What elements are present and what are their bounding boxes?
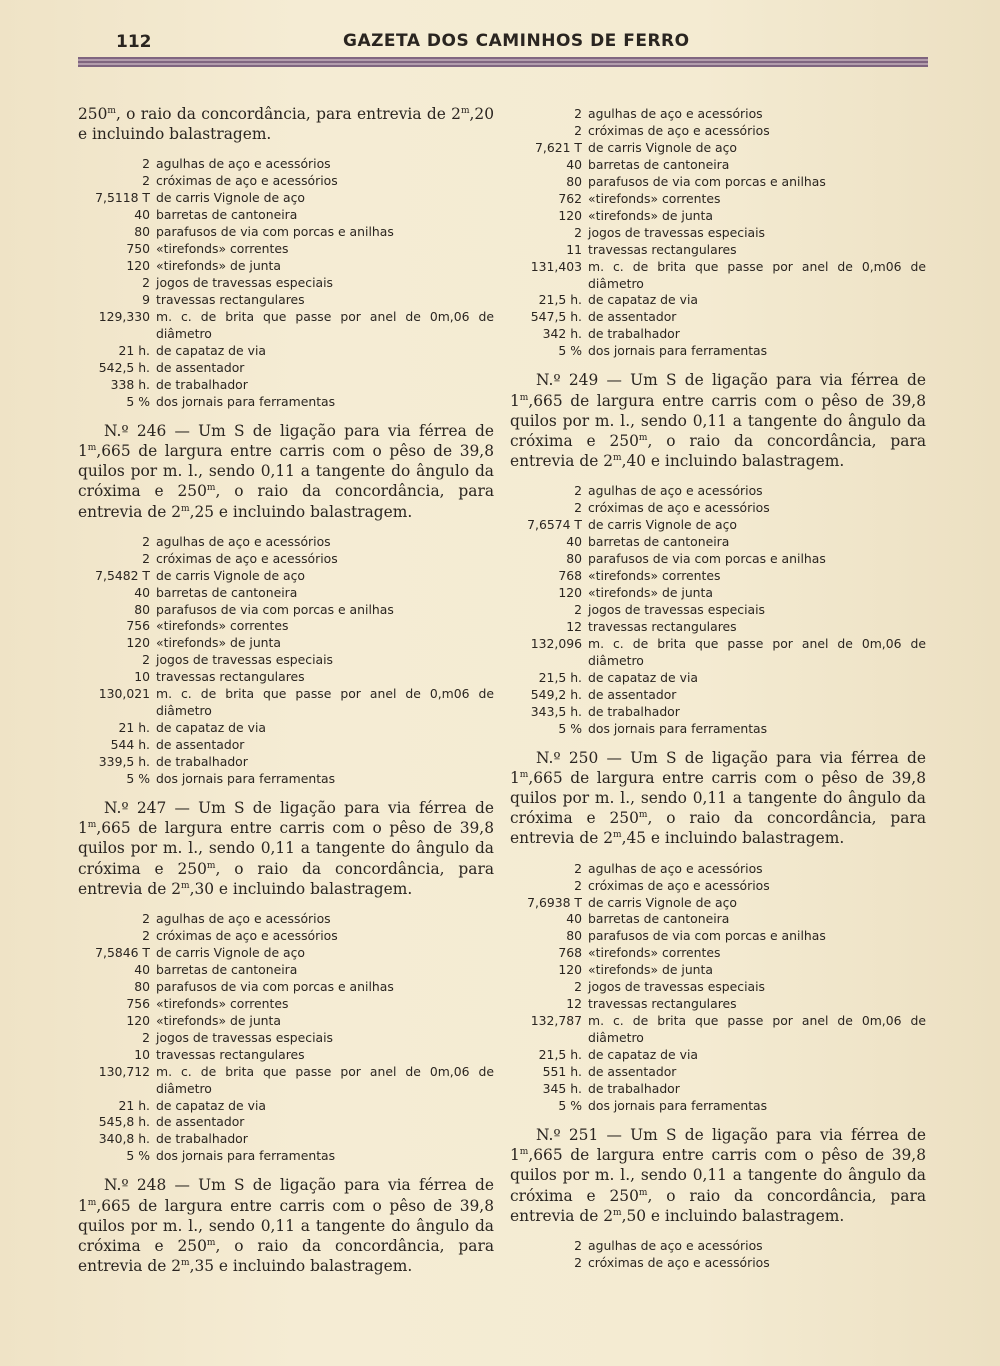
material-quantity: 80 [566, 551, 582, 567]
paragraph-text: N.º 248 — Um S de ligação para via férrea de 1$^m$,665 de largura entre carris com o pêso de 39,8 quilos por m. l., sendo 0,11 a tangente do ângulo da cróxima e 250$^m$, o raio da concordância, para entrevia de 2$^m$,35 e incluindo balastragem. [78, 1176, 494, 1276]
material-quantity: 756 [126, 618, 150, 634]
material-quantity: 2 [142, 927, 150, 943]
material-quantity: 750 [126, 241, 150, 257]
material-quantity: 131,403 [530, 258, 582, 274]
material-row [510, 585, 926, 602]
material-quantity: 120 [126, 1012, 150, 1028]
material-row [78, 669, 494, 686]
material-quantity: 80 [566, 173, 582, 189]
material-row [510, 225, 926, 242]
continued-paragraph: 250$^m$, o raio da concordância, para entrevia de 2$^m$,20 e incluindo balastragem. [78, 105, 494, 144]
material-description: «tirefonds» de junta [156, 1012, 281, 1028]
material-row [510, 1064, 926, 1081]
material-description: de capataz de via [156, 1097, 266, 1113]
material-row [510, 500, 926, 517]
material-description: «tirefonds» de junta [588, 962, 713, 978]
materials-list [78, 156, 494, 410]
material-quantity: 21,5 h. [538, 669, 582, 685]
material-description: parafusos de via com porcas e anilhas [156, 978, 394, 994]
material-quantity: 10 [134, 1046, 150, 1062]
material-quantity: 5 % [126, 1148, 150, 1164]
page-header [78, 30, 928, 56]
material-row [78, 618, 494, 635]
material-quantity: 2 [574, 979, 582, 995]
material-row [510, 619, 926, 636]
material-quantity: 2 [142, 652, 150, 668]
material-row [78, 241, 494, 258]
material-quantity: 2 [574, 106, 582, 121]
material-row [78, 224, 494, 241]
material-quantity: 551 h. [542, 1064, 582, 1080]
material-description: travessas rectangulares [156, 292, 305, 308]
material-description: m. c. de brita que passe por anel de 0m,06 de diâmetro [156, 308, 494, 341]
paragraph-text: N.º 246 — Um S de ligação para via férrea de 1$^m$,665 de largura entre carris com o pêso de 39,8 quilos por m. l., sendo 0,11 a tangente do ângulo da cróxima e 250$^m$, o raio da concordância, para entrevia de 2$^m$,25 e incluindo balastragem. [78, 421, 494, 521]
material-quantity: 338 h. [110, 376, 150, 392]
material-row [78, 754, 494, 771]
material-row [510, 106, 926, 123]
material-quantity: 345 h. [542, 1081, 582, 1097]
materials-list [510, 106, 926, 360]
material-quantity: 120 [558, 962, 582, 978]
material-row [510, 911, 926, 928]
material-quantity: 342 h. [542, 326, 582, 342]
material-description: m. c. de brita que passe por anel de 0m,06 de diâmetro [588, 635, 926, 668]
material-quantity: 40 [566, 156, 582, 172]
material-row [510, 704, 926, 721]
material-quantity: 5 % [558, 1097, 582, 1113]
material-row [78, 1030, 494, 1047]
materials-list [510, 1238, 926, 1272]
material-description: cróximas de aço e acessórios [588, 1254, 770, 1270]
material-description: cróximas de aço e acessórios [156, 927, 338, 943]
material-quantity: 5 % [558, 720, 582, 736]
material-row [78, 377, 494, 394]
material-row [510, 928, 926, 945]
material-row [510, 687, 926, 704]
material-description: de assentador [588, 1064, 677, 1080]
material-description: m. c. de brita que passe por anel de 0m,06 de diâmetro [156, 1063, 494, 1096]
material-row [510, 602, 926, 619]
material-row [78, 292, 494, 309]
material-quantity: 21 h. [118, 342, 150, 358]
material-quantity: 2 [142, 1029, 150, 1045]
material-description: barretas de cantoneira [588, 911, 730, 927]
material-quantity: 339,5 h. [98, 754, 150, 770]
material-row [510, 326, 926, 343]
material-description: de assentador [156, 1114, 245, 1130]
material-description: agulhas de aço e acessórios [588, 860, 763, 876]
material-description: de carris Vignole de aço [156, 944, 306, 960]
material-quantity: 40 [134, 584, 150, 600]
material-row [510, 721, 926, 738]
material-quantity: 12 [566, 618, 582, 634]
material-description: travessas rectangulares [588, 241, 737, 257]
material-quantity: 549,2 h. [530, 686, 582, 702]
material-row [78, 207, 494, 224]
material-row [78, 928, 494, 945]
material-row [78, 911, 494, 928]
material-row [510, 208, 926, 225]
material-row [510, 534, 926, 551]
material-row [510, 945, 926, 962]
materials-list [78, 534, 494, 788]
material-row [510, 191, 926, 208]
material-description: de trabalhador [588, 326, 680, 342]
material-description: dos jornais para ferramentas [156, 771, 336, 787]
material-description: de carris Vignole de aço [588, 517, 738, 533]
material-row [78, 720, 494, 737]
material-quantity: 756 [126, 995, 150, 1011]
material-row [510, 1081, 926, 1098]
material-description: jogos de travessas especiais [156, 275, 334, 291]
paragraph-text: N.º 251 — Um S de ligação para via férrea de 1$^m$,665 de largura entre carris com o pêso de 39,8 quilos por m. l., sendo 0,11 a tangente do ângulo da cróxima e 250$^m$, o raio da concordância, para entrevia de 2$^m$,50 e incluindo balastragem. [510, 1125, 926, 1225]
material-description: «tirefonds» correntes [588, 945, 721, 961]
material-row [510, 878, 926, 895]
material-description: dos jornais para ferramentas [588, 1097, 768, 1113]
material-quantity: 2 [574, 483, 582, 499]
material-description: dos jornais para ferramentas [156, 393, 336, 409]
material-description: «tirefonds» correntes [156, 995, 289, 1011]
material-row [510, 292, 926, 309]
material-quantity: 2 [142, 156, 150, 172]
material-quantity: 2 [142, 533, 150, 549]
material-row [510, 259, 926, 293]
material-quantity: 130,712 [98, 1063, 150, 1079]
material-quantity: 120 [126, 258, 150, 274]
material-description: agulhas de aço e acessórios [588, 483, 763, 499]
material-row [78, 258, 494, 275]
material-row [510, 1238, 926, 1255]
materials-list [78, 911, 494, 1165]
material-row [510, 309, 926, 326]
material-quantity: 762 [558, 190, 582, 206]
material-quantity: 80 [566, 928, 582, 944]
material-description: cróximas de aço e acessórios [588, 122, 770, 138]
page-number: 112 [116, 32, 152, 52]
material-row [510, 1047, 926, 1064]
material-description: de carris Vignole de aço [156, 190, 306, 206]
material-description: «tirefonds» de junta [588, 207, 713, 223]
material-description: travessas rectangulares [156, 669, 305, 685]
material-description: dos jornais para ferramentas [588, 343, 768, 359]
material-quantity: 5 % [126, 771, 150, 787]
header-rule [78, 57, 928, 67]
material-row [510, 636, 926, 670]
journal-title: GAZETA DOS CAMINHOS DE FERRO [343, 31, 690, 51]
material-row [510, 551, 926, 568]
material-row [510, 895, 926, 912]
material-description: de assentador [588, 309, 677, 325]
material-row [510, 568, 926, 585]
material-row [78, 652, 494, 669]
materials-list [510, 483, 926, 737]
material-description: barretas de cantoneira [156, 961, 298, 977]
material-row [78, 771, 494, 788]
material-row [78, 568, 494, 585]
paragraph-text: N.º 250 — Um S de ligação para via férrea de 1$^m$,665 de largura entre carris com o pêso de 39,8 quilos por m. l., sendo 0,11 a tangente do ângulo da cróxima e 250$^m$, o raio da concordância, para entrevia de 2$^m$,45 e incluindo balastragem. [510, 748, 926, 848]
material-description: agulhas de aço e acessórios [156, 156, 331, 172]
material-row [510, 483, 926, 500]
material-description: travessas rectangulares [588, 996, 737, 1012]
material-row [78, 534, 494, 551]
material-description: parafusos de via com porcas e anilhas [156, 224, 394, 240]
material-row [510, 123, 926, 140]
material-quantity: 9 [142, 292, 150, 308]
material-description: barretas de cantoneira [588, 534, 730, 550]
material-row [78, 1114, 494, 1131]
material-quantity: 7,5846 T [95, 944, 150, 960]
material-quantity: 2 [574, 122, 582, 138]
material-row [510, 517, 926, 534]
material-row [78, 1013, 494, 1030]
material-description: «tirefonds» correntes [156, 241, 289, 257]
material-description: de assentador [156, 359, 245, 375]
material-row [78, 1148, 494, 1165]
material-description: m. c. de brita que passe por anel de 0m,06 de diâmetro [588, 1013, 926, 1046]
item-paragraph-250 [510, 748, 926, 849]
material-row [78, 1047, 494, 1064]
material-quantity: 120 [126, 635, 150, 651]
material-row [510, 1098, 926, 1115]
material-description: de capataz de via [588, 669, 698, 685]
material-row [510, 861, 926, 878]
material-description: de capataz de via [156, 342, 266, 358]
material-description: cróximas de aço e acessórios [156, 550, 338, 566]
material-description: jogos de travessas especiais [156, 1029, 334, 1045]
material-row [510, 1255, 926, 1272]
material-row [510, 174, 926, 191]
material-description: de carris Vignole de aço [156, 567, 306, 583]
material-row [510, 157, 926, 174]
material-description: «tirefonds» correntes [156, 618, 289, 634]
material-row [78, 602, 494, 619]
material-quantity: 2 [574, 860, 582, 876]
material-quantity: 2 [142, 550, 150, 566]
material-quantity: 768 [558, 568, 582, 584]
material-quantity: 7,6938 T [527, 894, 582, 910]
material-row [510, 242, 926, 259]
material-quantity: 40 [134, 961, 150, 977]
material-description: jogos de travessas especiais [588, 224, 766, 240]
material-description: «tirefonds» correntes [588, 568, 721, 584]
material-row [78, 156, 494, 173]
material-description: m. c. de brita que passe por anel de 0,m06 de diâmetro [156, 686, 494, 719]
material-quantity: 547,5 h. [530, 309, 582, 325]
material-description: «tirefonds» correntes [588, 190, 721, 206]
material-quantity: 21 h. [118, 1097, 150, 1113]
material-description: barretas de cantoneira [156, 207, 298, 223]
material-row [78, 551, 494, 568]
material-description: jogos de travessas especiais [156, 652, 334, 668]
material-description: agulhas de aço e acessórios [156, 911, 331, 927]
material-quantity: 80 [134, 601, 150, 617]
material-quantity: 545,8 h. [98, 1114, 150, 1130]
material-row [510, 343, 926, 360]
material-description: de assentador [156, 737, 245, 753]
material-quantity: 7,5482 T [95, 567, 150, 583]
material-row [78, 1131, 494, 1148]
paragraph-text: N.º 247 — Um S de ligação para via férrea de 1$^m$,665 de largura entre carris com o pêso de 39,8 quilos por m. l., sendo 0,11 a tangente do ângulo da cróxima e 250$^m$, o raio da concordância, para entrevia de 2$^m$,30 e incluindo balastragem. [78, 799, 494, 898]
material-row [510, 140, 926, 157]
material-row [510, 979, 926, 996]
material-quantity: 2 [142, 911, 150, 927]
material-quantity: 40 [134, 207, 150, 223]
material-description: parafusos de via com porcas e anilhas [588, 551, 826, 567]
material-description: travessas rectangulares [156, 1046, 305, 1062]
material-description: de carris Vignole de aço [588, 894, 738, 910]
material-description: parafusos de via com porcas e anilhas [588, 173, 826, 189]
material-quantity: 40 [566, 911, 582, 927]
material-description: m. c. de brita que passe por anel de 0,m06 de diâmetro [588, 258, 926, 291]
material-quantity: 2 [574, 877, 582, 893]
material-quantity: 132,787 [530, 1013, 582, 1029]
material-row [78, 962, 494, 979]
material-description: jogos de travessas especiais [588, 979, 766, 995]
material-quantity: 40 [566, 534, 582, 550]
material-quantity: 2 [574, 224, 582, 240]
material-quantity: 130,021 [98, 686, 150, 702]
item-paragraph-249 [510, 370, 926, 471]
material-description: «tirefonds» de junta [156, 258, 281, 274]
material-description: agulhas de aço e acessórios [156, 533, 331, 549]
material-row [78, 737, 494, 754]
material-quantity: 11 [566, 241, 582, 257]
material-description: de carris Vignole de aço [588, 139, 738, 155]
material-description: cróximas de aço e acessórios [588, 877, 770, 893]
material-description: «tirefonds» de junta [156, 635, 281, 651]
material-row [78, 585, 494, 602]
material-quantity: 2 [574, 1254, 582, 1270]
item-paragraph-246 [78, 421, 494, 522]
material-row [78, 945, 494, 962]
material-description: dos jornais para ferramentas [156, 1148, 336, 1164]
material-description: «tirefonds» de junta [588, 585, 713, 601]
material-row [78, 190, 494, 207]
material-description: parafusos de via com porcas e anilhas [156, 601, 394, 617]
materials-list [510, 861, 926, 1115]
material-quantity: 80 [134, 224, 150, 240]
material-quantity: 2 [574, 601, 582, 617]
material-row [78, 1098, 494, 1115]
material-row [510, 670, 926, 687]
material-description: de capataz de via [156, 720, 266, 736]
material-quantity: 768 [558, 945, 582, 961]
right-column [510, 106, 926, 1282]
material-description: de capataz de via [588, 1047, 698, 1063]
material-row [78, 686, 494, 720]
material-row [78, 635, 494, 652]
material-description: barretas de cantoneira [156, 584, 298, 600]
material-description: agulhas de aço e acessórios [588, 1237, 763, 1253]
material-description: parafusos de via com porcas e anilhas [588, 928, 826, 944]
material-quantity: 12 [566, 996, 582, 1012]
material-description: jogos de travessas especiais [588, 601, 766, 617]
material-quantity: 340,8 h. [98, 1131, 150, 1147]
material-row [78, 360, 494, 377]
material-row [78, 394, 494, 411]
material-quantity: 120 [558, 585, 582, 601]
material-description: agulhas de aço e acessórios [588, 106, 763, 121]
material-quantity: 21,5 h. [538, 1047, 582, 1063]
material-quantity: 7,6574 T [527, 517, 582, 533]
material-quantity: 343,5 h. [530, 703, 582, 719]
material-quantity: 2 [574, 500, 582, 516]
material-description: dos jornais para ferramentas [588, 720, 768, 736]
material-description: de trabalhador [588, 1081, 680, 1097]
material-description: de assentador [588, 686, 677, 702]
material-description: de trabalhador [156, 376, 248, 392]
material-description: travessas rectangulares [588, 618, 737, 634]
material-row [78, 275, 494, 292]
material-quantity: 21 h. [118, 720, 150, 736]
material-description: barretas de cantoneira [588, 156, 730, 172]
material-row [510, 1013, 926, 1047]
material-quantity: 129,330 [98, 308, 150, 324]
material-quantity: 2 [142, 173, 150, 189]
material-quantity: 80 [134, 978, 150, 994]
left-column [78, 104, 494, 1276]
material-quantity: 120 [558, 207, 582, 223]
material-row [78, 309, 494, 343]
material-row [78, 979, 494, 996]
material-row [510, 996, 926, 1013]
material-quantity: 7,5118 T [95, 190, 150, 206]
material-description: cróximas de aço e acessórios [156, 173, 338, 189]
paragraph-text: N.º 249 — Um S de ligação para via férrea de 1$^m$,665 de largura entre carris com o pêso de 39,8 quilos por m. l., sendo 0,11 a tangente do ângulo da cróxima e 250$^m$, o raio da concordância, para entrevia de 2$^m$,40 e incluindo balastragem. [510, 371, 926, 471]
material-quantity: 7,621 T [535, 139, 582, 155]
material-description: de trabalhador [588, 703, 680, 719]
item-paragraph-248 [78, 1175, 494, 1276]
material-quantity: 132,096 [530, 635, 582, 651]
material-quantity: 5 % [126, 393, 150, 409]
item-paragraph-251 [510, 1125, 926, 1226]
material-quantity: 2 [574, 1237, 582, 1253]
material-description: cróximas de aço e acessórios [588, 500, 770, 516]
material-description: de trabalhador [156, 754, 248, 770]
material-quantity: 5 % [558, 343, 582, 359]
material-description: de trabalhador [156, 1131, 248, 1147]
material-row [78, 343, 494, 360]
material-quantity: 544 h. [110, 737, 150, 753]
material-description: de capataz de via [588, 292, 698, 308]
material-quantity: 2 [142, 275, 150, 291]
material-row [510, 962, 926, 979]
material-quantity: 21,5 h. [538, 292, 582, 308]
material-row [78, 996, 494, 1013]
item-paragraph-247 [78, 798, 494, 899]
material-quantity: 10 [134, 669, 150, 685]
material-quantity: 542,5 h. [98, 359, 150, 375]
material-row [78, 173, 494, 190]
material-row [78, 1064, 494, 1098]
